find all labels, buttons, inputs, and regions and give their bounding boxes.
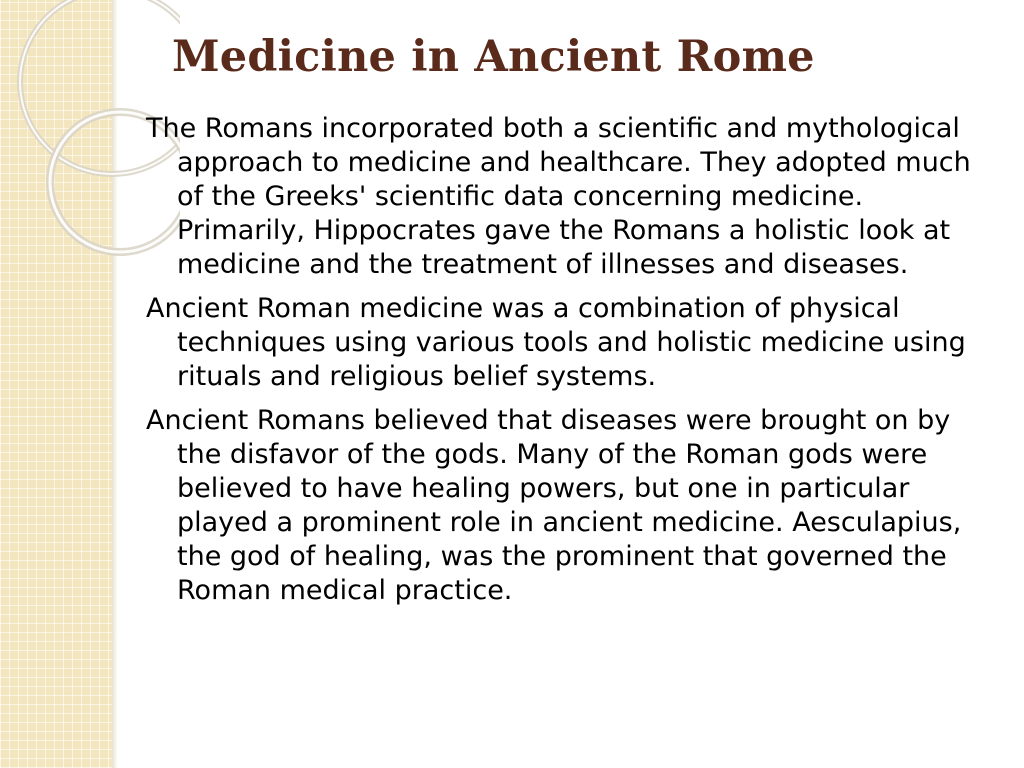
slide-body [146,112,996,618]
body-paragraph: The Romans incorporated both a scientific and mythological approach to medicine and healthcare. They adopted much of the Greeks' scientific data concerning medicine. Primarily, Hippocrates gave the Romans a holistic look at medicine and the treatment of illnesses and diseases. [146,113,971,280]
slide-title: Medicine in Ancient Rome [172,32,815,82]
body-paragraph: Ancient Romans believed that diseases were brought on by the disfavor of the gods. Many of the Roman gods were believed to have healing powers, but one in particular played a prominent role in ancient medicine. Aesculapius, the god of healing, was the prominent that governed the Roman medical practice. [146,405,962,606]
body-paragraph: Ancient Roman medicine was a combination of physical techniques using various tools and holistic medicine using rituals and religious belief systems. [146,293,966,392]
